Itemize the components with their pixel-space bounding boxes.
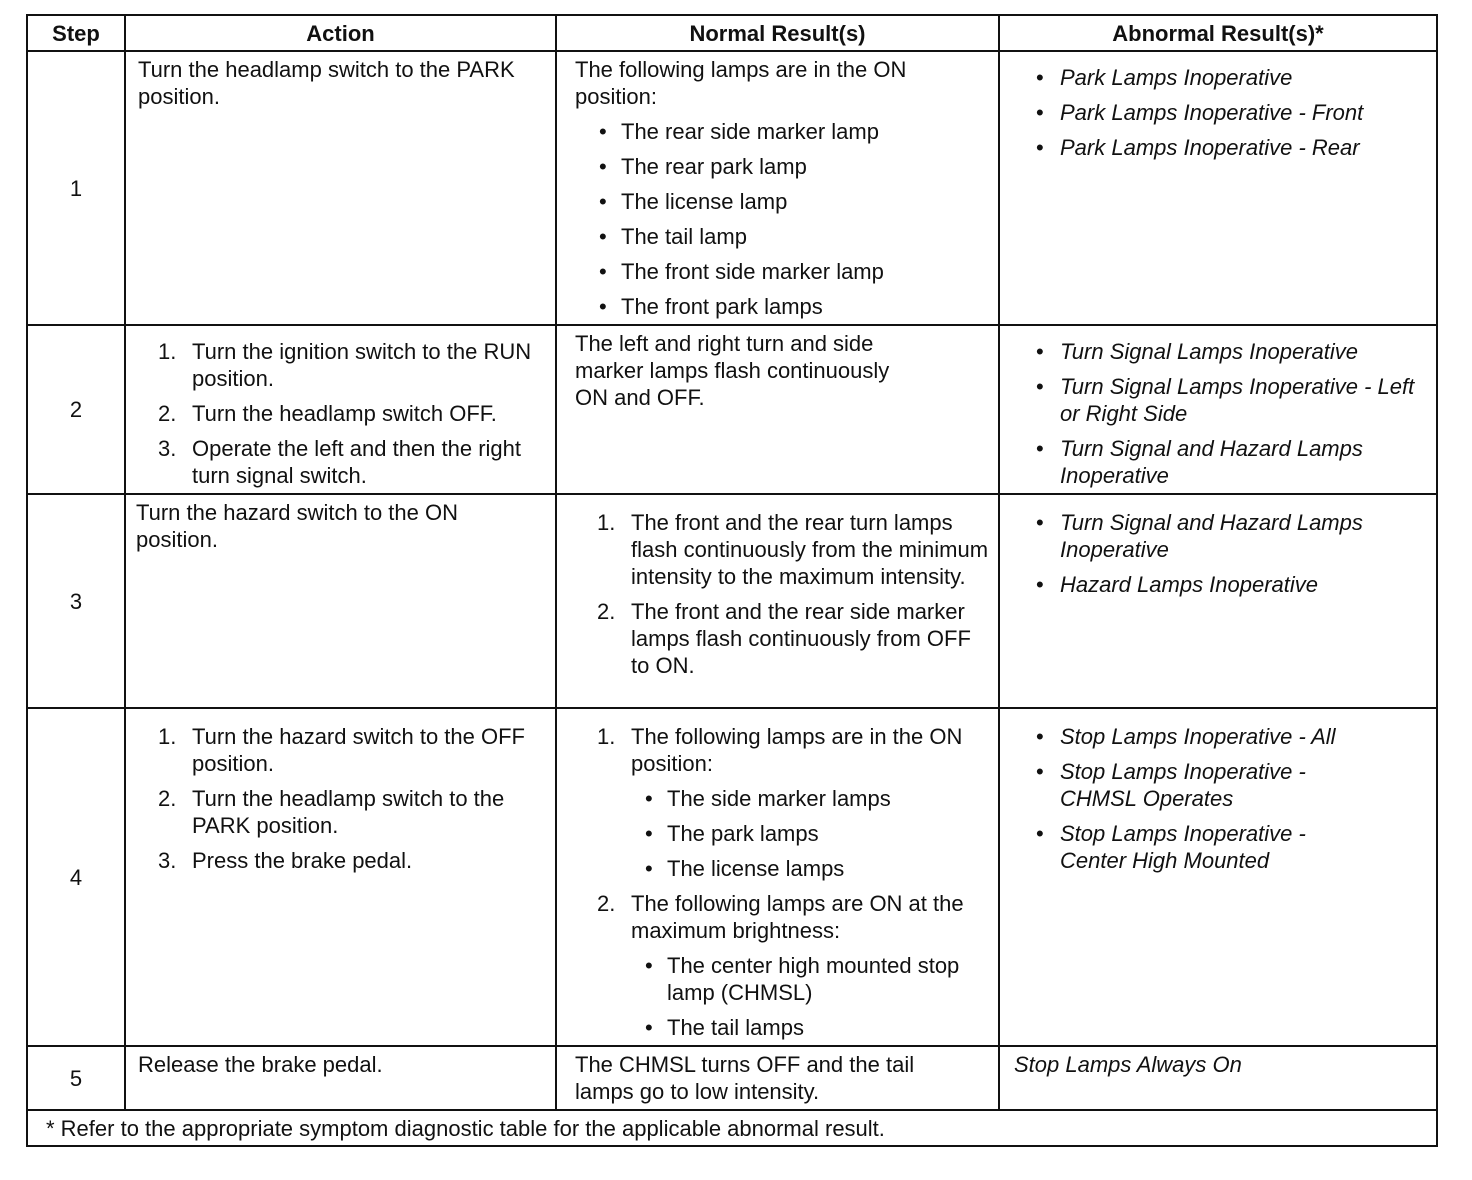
list-item: • The tail lamps [631,1014,978,1041]
header-action: Action [125,15,556,51]
abnormal-item: • Park Lamps Inoperative - Rear [1010,134,1426,161]
table-row [27,51,1437,325]
list-item: • The park lamps [631,820,978,847]
abnormal-result-cell [999,325,1437,494]
action-cell [125,325,556,494]
action-text: Release the brake pedal. [138,1052,383,1077]
action-text: Turn the headlamp switch to the PARK position. [138,57,515,109]
list-item: • The front side marker lamp [575,258,948,285]
normal-result-intro: The following lamps are in the ON position: [575,57,907,109]
action-text: Turn the hazard switch to the ON position. [136,500,458,552]
normal-result-text: The CHMSL turns OFF and the tail lamps go to low intensity. [575,1052,915,1104]
list-item: • The center high mounted stop lamp (CHMSL) [631,952,978,1006]
footnote-row [27,1110,1437,1146]
normal-result-cell [556,494,999,708]
abnormal-item: • Park Lamps Inoperative [1010,64,1426,91]
list-item: • The tail lamp [575,223,948,250]
abnormal-item: • Stop Lamps Inoperative - CHMSL Operates [1010,758,1376,812]
header-row [27,15,1437,51]
action-step: 2. Turn the headlamp switch to the PARK position. [158,786,505,838]
footnote: * Refer to the appropriate symptom diagnostic table for the applicable abnormal result. [27,1110,1437,1146]
step-number: 4 [27,708,125,1046]
normal-result-step: 1. The following lamps are in the ON position: • The side marker lamps • The park lamps • The license lamps [575,723,978,882]
list-item: • The rear park lamp [575,153,948,180]
abnormal-result-cell [999,1046,1437,1110]
diagnostic-table [26,14,1438,1147]
list-item: • The rear side marker lamp [575,118,948,145]
normal-result-cell [556,708,999,1046]
abnormal-item: • Park Lamps Inoperative - Front [1010,99,1426,126]
action-cell [125,51,556,325]
list-item: • The front park lamps [575,293,948,320]
normal-result-cell [556,1046,999,1110]
normal-result-cell [556,51,999,325]
abnormal-item: • Stop Lamps Inoperative - Center High Mounted [1010,820,1376,874]
normal-result-step: 1. The front and the rear turn lamps flash continuously from the minimum intensity to the maximum intensity. [597,510,989,589]
action-step: 1. Turn the ignition switch to the RUN position. [158,339,532,391]
abnormal-item: • Stop Lamps Inoperative - All [1010,723,1376,750]
normal-result-text: The left and right turn and side marker lamps flash continuously ON and OFF. [575,331,890,410]
abnormal-result-cell [999,51,1437,325]
header-abnormal-results: Abnormal Result(s)* [999,15,1437,51]
abnormal-result-text: Stop Lamps Always On [1014,1052,1242,1077]
abnormal-item: • Turn Signal and Hazard Lamps Inoperative [1010,509,1430,563]
action-step: 2. Turn the headlamp switch OFF. [158,401,497,426]
step-number: 5 [27,1046,125,1110]
list-item: • The side marker lamps [631,785,978,812]
action-step: 3. Operate the left and then the right turn signal switch. [158,436,522,488]
table-row [27,708,1437,1046]
table-row [27,325,1437,494]
abnormal-item: • Hazard Lamps Inoperative [1010,571,1430,598]
step-number: 2 [27,325,125,494]
action-cell [125,1046,556,1110]
abnormal-result-cell [999,708,1437,1046]
normal-result-cell [556,325,999,494]
header-step: Step [27,15,125,51]
normal-result-step: 2. The following lamps are ON at the maximum brightness: • The center high mounted stop lamp (CHMSL) • The tail lamps [575,890,978,1041]
list-item: • The license lamps [631,855,978,882]
step-number: 3 [27,494,125,708]
list-item: • The license lamp [575,188,948,215]
abnormal-item: • Turn Signal Lamps Inoperative - Left or Right Side [1010,373,1430,427]
table-row [27,1046,1437,1110]
action-step: 3. Press the brake pedal. [158,848,413,873]
action-step: 1. Turn the hazard switch to the OFF position. [158,724,525,776]
abnormal-result-cell [999,494,1437,708]
abnormal-item: • Turn Signal Lamps Inoperative [1010,338,1430,365]
action-cell [125,494,556,708]
action-cell [125,708,556,1046]
abnormal-item: • Turn Signal and Hazard Lamps Inoperative [1010,435,1430,489]
step-number: 1 [27,51,125,325]
table-row [27,494,1437,708]
normal-result-step: 2. The front and the rear side marker lamps flash continuously from OFF to ON. [597,599,971,678]
header-normal-results: Normal Result(s) [556,15,999,51]
